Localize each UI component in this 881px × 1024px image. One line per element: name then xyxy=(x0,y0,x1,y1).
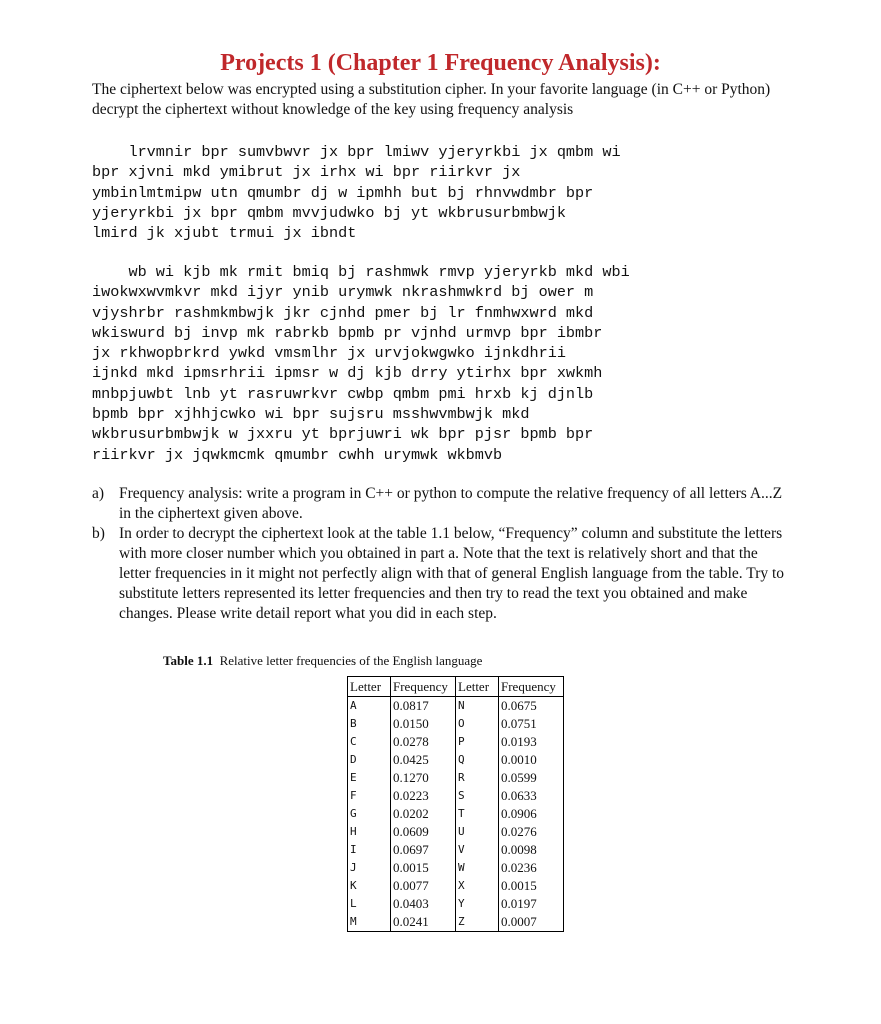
frequency-cell: 0.0599 xyxy=(499,769,564,787)
frequency-cell: 0.0278 xyxy=(391,733,456,751)
table-row xyxy=(348,769,564,787)
frequency-cell: 0.0276 xyxy=(499,823,564,841)
letter-cell: A xyxy=(348,697,391,716)
header-letter: Letter xyxy=(456,677,499,697)
letter-cell: H xyxy=(348,823,391,841)
frequency-cell: 0.0015 xyxy=(499,877,564,895)
letter-cell: L xyxy=(348,895,391,913)
frequency-cell: 0.0425 xyxy=(391,751,456,769)
letter-cell: I xyxy=(348,841,391,859)
letter-cell: W xyxy=(456,859,499,877)
frequency-cell: 0.0202 xyxy=(391,805,456,823)
letter-cell: J xyxy=(348,859,391,877)
table-row xyxy=(348,787,564,805)
ciphertext-paragraph-1: lrvmnir bpr sumvbwvr jx bpr lmiwv yjeryrkbi jx qmbm wi bpr xjvni mkd ymibrut jx irhx wi bpr riirkvr jx ymbinlmtmipw utn qmumbr dj w ipmhh but bj rhnvwdmbr bpr yjeryrkbi jx bpr qmbm mvvjudwko bj yt wkbrusurbmbwjk lmird jk xjubt trmui jx ibndt xyxy=(92,143,621,243)
letter-cell: V xyxy=(456,841,499,859)
frequency-cell: 0.0817 xyxy=(391,697,456,716)
task-list xyxy=(92,484,792,624)
task-marker: a) xyxy=(92,485,105,502)
table-row xyxy=(348,697,564,716)
letter-cell: M xyxy=(348,913,391,932)
table-caption-label: Table 1.1 xyxy=(163,653,214,668)
frequency-cell: 0.0077 xyxy=(391,877,456,895)
task-item-b xyxy=(92,524,792,624)
page-title: Projects 1 (Chapter 1 Frequency Analysis): xyxy=(220,50,661,76)
frequency-cell: 0.0751 xyxy=(499,715,564,733)
letter-cell: S xyxy=(456,787,499,805)
task-text: Frequency analysis: write a program in C++ or python to compute the relative frequency of all letters A...Z in the ciphertext given above. xyxy=(119,485,783,522)
table-row xyxy=(348,805,564,823)
frequency-cell: 0.1270 xyxy=(391,769,456,787)
letter-cell: U xyxy=(456,823,499,841)
frequency-cell: 0.0007 xyxy=(499,913,564,932)
frequency-cell: 0.0193 xyxy=(499,733,564,751)
table-row xyxy=(348,841,564,859)
frequency-cell: 0.0906 xyxy=(499,805,564,823)
letter-cell: B xyxy=(348,715,391,733)
letter-cell: E xyxy=(348,769,391,787)
frequency-cell: 0.0197 xyxy=(499,895,564,913)
header-frequency: Frequency xyxy=(499,677,564,697)
frequency-cell: 0.0015 xyxy=(391,859,456,877)
table-caption-text: Relative letter frequencies of the English language xyxy=(219,653,483,668)
letter-cell: Q xyxy=(456,751,499,769)
letter-cell: O xyxy=(456,715,499,733)
frequency-cell: 0.0223 xyxy=(391,787,456,805)
frequency-cell: 0.0633 xyxy=(499,787,564,805)
letter-cell: N xyxy=(456,697,499,716)
frequency-cell: 0.0098 xyxy=(499,841,564,859)
header-letter: Letter xyxy=(348,677,391,697)
frequency-cell: 0.0609 xyxy=(391,823,456,841)
frequency-cell: 0.0697 xyxy=(391,841,456,859)
letter-cell: K xyxy=(348,877,391,895)
letter-cell: Z xyxy=(456,913,499,932)
table-body xyxy=(348,697,564,932)
letter-cell: F xyxy=(348,787,391,805)
task-text: In order to decrypt the ciphertext look at the table 1.1 below, “Frequency” column and substitute the letters with more closer number which you obtained in part a. Note that the text is relatively short and that the letter frequencies in it might not perfectly align with that of general English language from the table. Try to substitute letters represented its letter frequencies and then try to read the text you obtained and make changes. Please write detail report what you did in each step. xyxy=(119,525,785,622)
table-row xyxy=(348,751,564,769)
frequency-cell: 0.0675 xyxy=(499,697,564,716)
intro-paragraph: The ciphertext below was encrypted using a substitution cipher. In your favorite language (in C++ or Python) decrypt the ciphertext without knowledge of the key using frequency analysis xyxy=(92,81,771,118)
table-row xyxy=(348,895,564,913)
table-header-row xyxy=(348,677,564,697)
letter-cell: T xyxy=(456,805,499,823)
frequency-table xyxy=(347,676,564,932)
frequency-cell: 0.0010 xyxy=(499,751,564,769)
table-row xyxy=(348,859,564,877)
table-row xyxy=(348,823,564,841)
frequency-cell: 0.0241 xyxy=(391,913,456,932)
letter-cell: D xyxy=(348,751,391,769)
header-frequency: Frequency xyxy=(391,677,456,697)
letter-cell: R xyxy=(456,769,499,787)
frequency-cell: 0.0236 xyxy=(499,859,564,877)
letter-cell: X xyxy=(456,877,499,895)
task-marker: b) xyxy=(92,525,105,542)
letter-cell: Y xyxy=(456,895,499,913)
ciphertext-paragraph-2: wb wi kjb mk rmit bmiq bj rashmwk rmvp yjeryrkb mkd wbi iwokwxwvmkvr mkd ijyr ynib urymwk nkrashmwkrd bj ower m vjyshrbr rashmkmbwjk jkr cjnhd pmer bj lr fnmhwxwrd mkd wkiswurd bj invp mk rabrkb bpmb pr vjnhd urmvp bpr ibmbr jx rkhwopbrkrd ywkd vmsmlhr jx urvjokwgwko ijnkdhrii ijnkd mkd ipmsrhrii ipmsr w dj kjb drry ytirhx bpr xwkmh mnbpjuwbt lnb yt rasruwrkvr cwbp qmbm pmi hrxb kj djnlb bpmb bpr xjhhjcwko wi bpr sujsru msshwvmbwjk mkd wkbrusurbmbwjk w jxxru yt bprjuwri wk bpr pjsr bpmb bpr riirkvr jx jqwkmcmk qmumbr cwhh urymwk wkbmvb xyxy=(92,263,630,464)
task-item-a xyxy=(92,484,792,524)
table-row xyxy=(348,715,564,733)
table-row xyxy=(348,733,564,751)
letter-cell: C xyxy=(348,733,391,751)
table-row xyxy=(348,877,564,895)
frequency-cell: 0.0403 xyxy=(391,895,456,913)
table-caption xyxy=(163,653,482,669)
letter-cell: P xyxy=(456,733,499,751)
frequency-cell: 0.0150 xyxy=(391,715,456,733)
table-row xyxy=(348,913,564,932)
letter-cell: G xyxy=(348,805,391,823)
